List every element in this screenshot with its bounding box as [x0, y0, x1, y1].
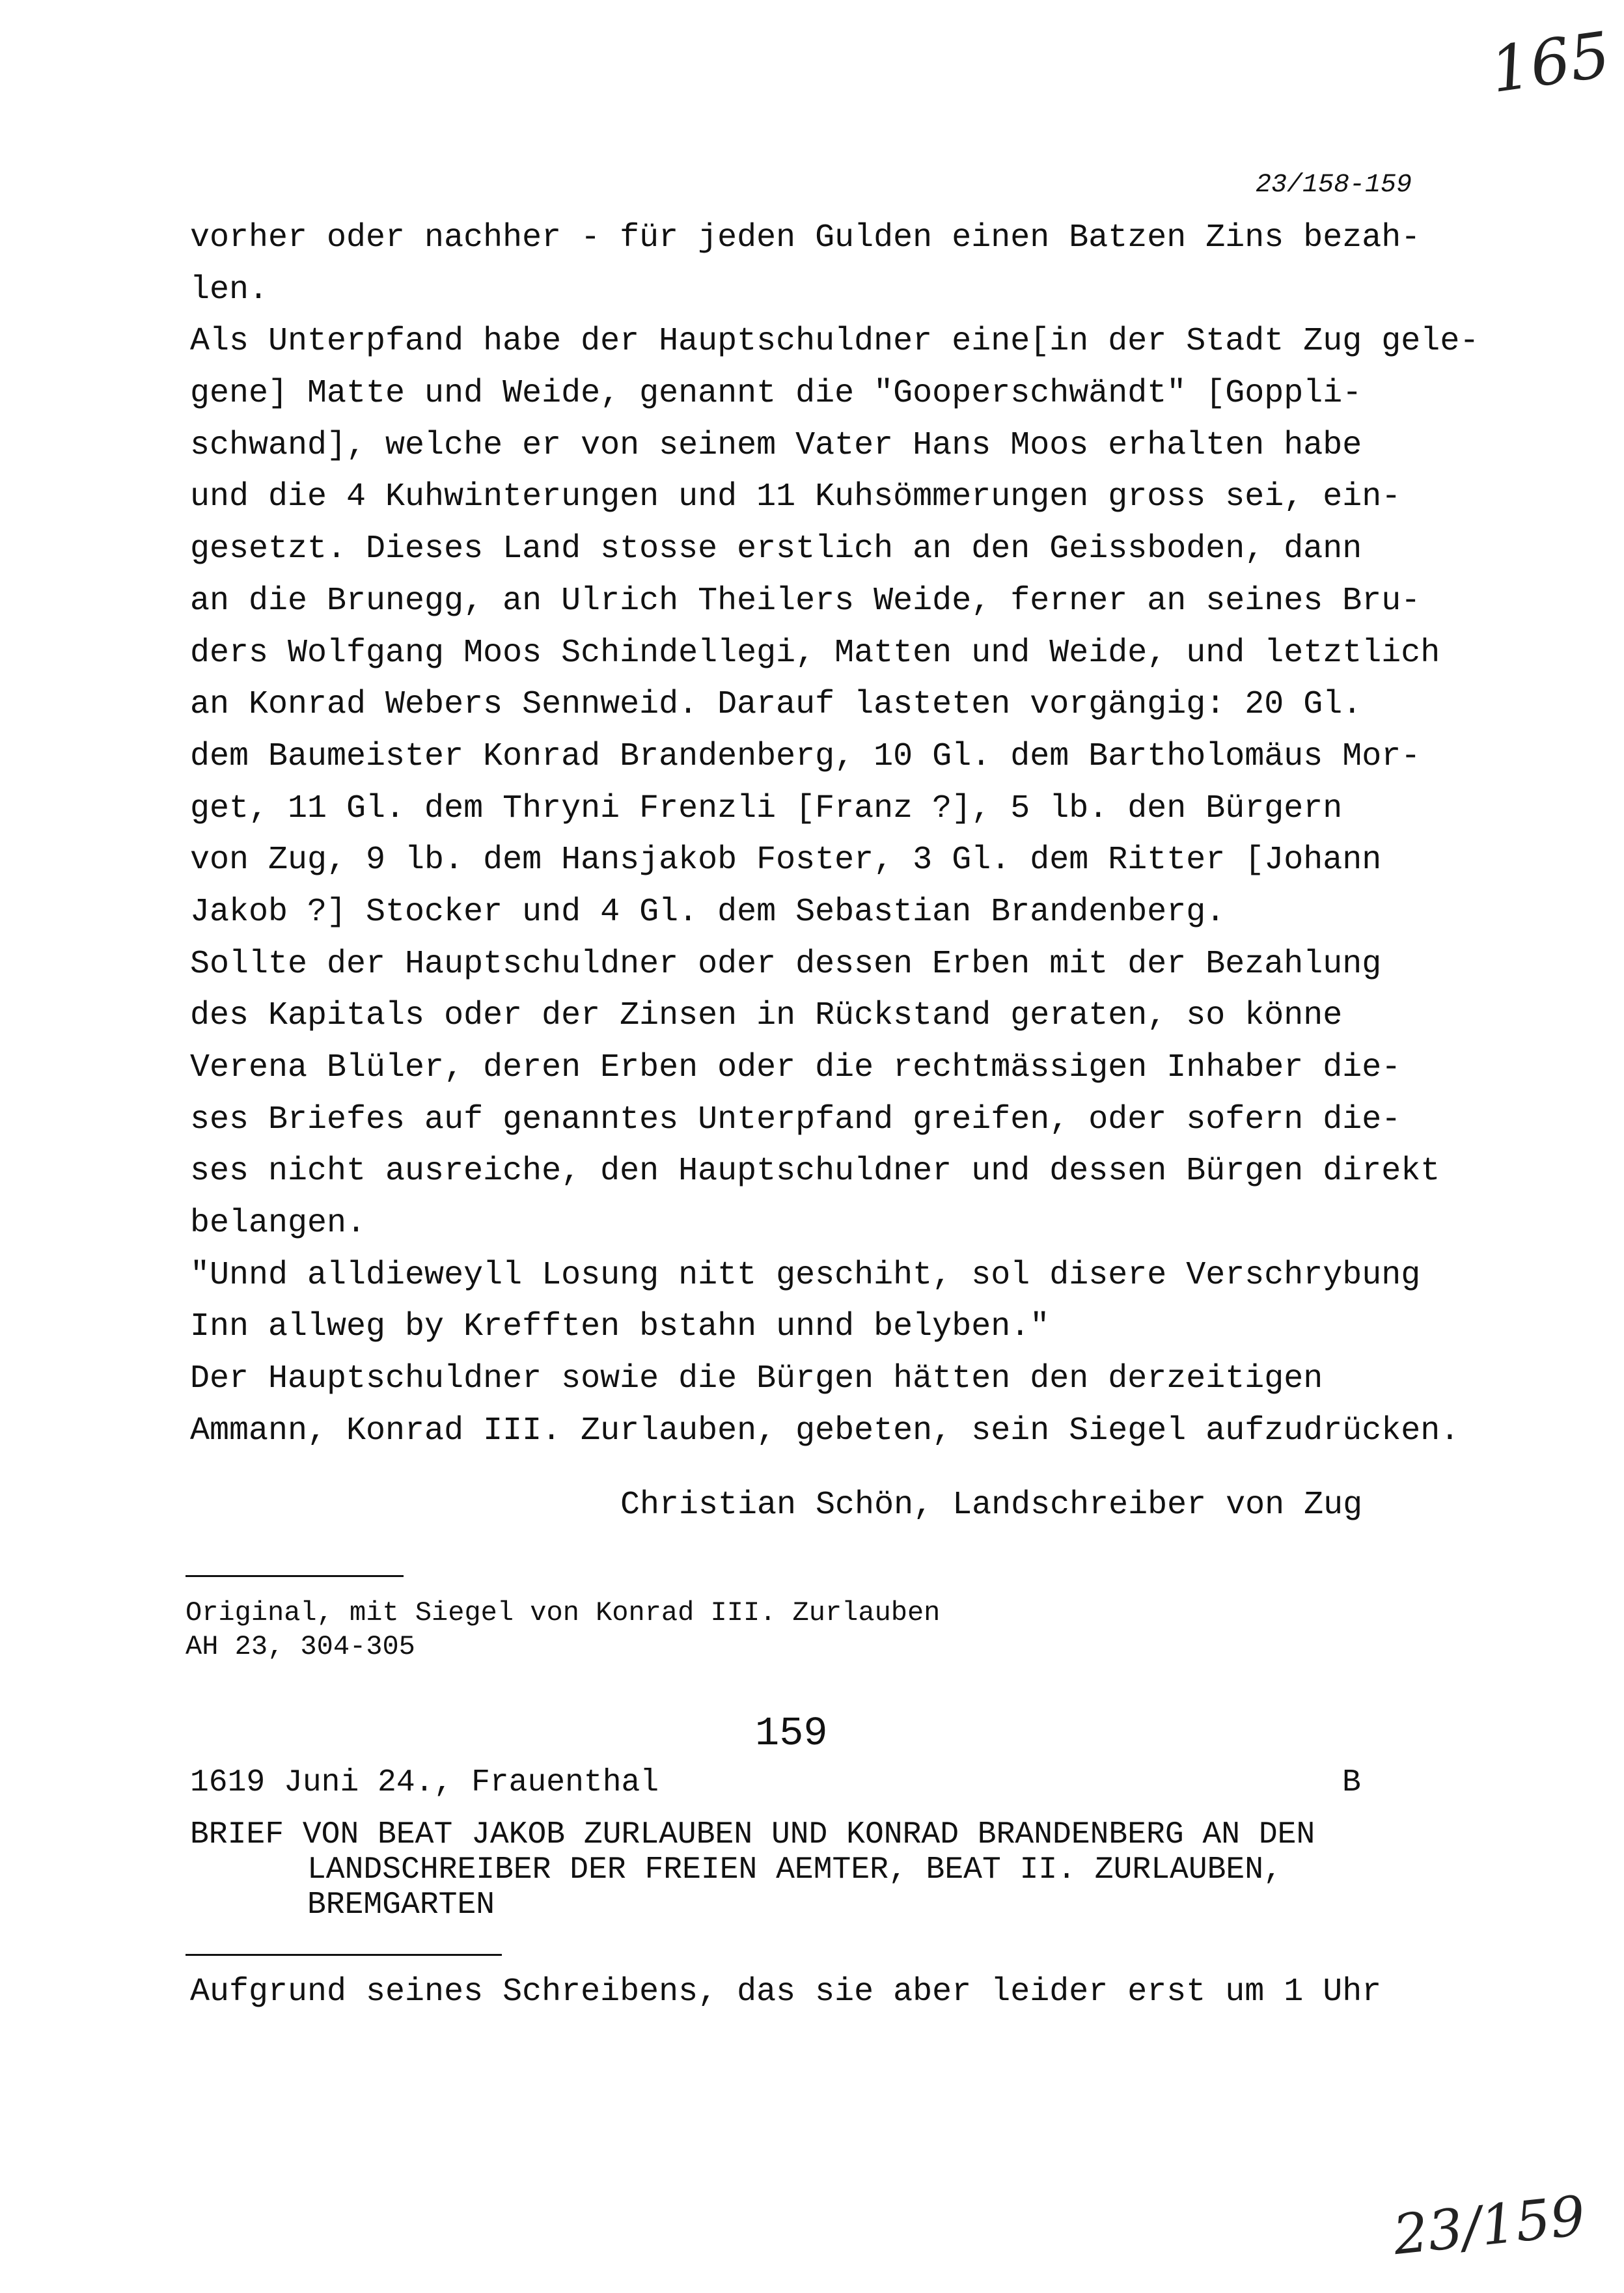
- body-line: des Kapitals oder der Zinsen in Rückstand geraten, so könne: [190, 997, 1343, 1035]
- footnote-line: Original, mit Siegel von Konrad III. Zurlauben: [186, 1597, 941, 1628]
- heading-line: BREMGARTEN: [307, 1888, 495, 1923]
- handwritten-bottom-reference: 23/159: [1390, 2183, 1588, 2268]
- body-line: Inn allweg by Krefften bstahn unnd belyben.": [190, 1308, 1050, 1346]
- reference-number: 23/158-159: [1255, 171, 1412, 200]
- heading-line: BRIEF VON BEAT JAKOB ZURLAUBEN UND KONRAD BRANDENBERG AN DEN: [190, 1817, 1315, 1852]
- body-line: schwand], welche er von seinem Vater Hans Moos erhalten habe: [190, 426, 1362, 464]
- body-text: [190, 212, 1479, 1457]
- body-line: ses Briefes auf genanntes Unterpfand greifen, oder sofern die-: [190, 1101, 1401, 1138]
- signature: Christian Schön, Landschreiber von Zug: [620, 1487, 1363, 1524]
- body-line: Aufgrund seines Schreibens, das sie aber leider erst um 1 Uhr: [190, 1973, 1382, 2011]
- body-line: belangen.: [190, 1205, 366, 1243]
- body-line: get, 11 Gl. dem Thryni Frenzli [Franz ?], 5 lb. den Bürgern: [190, 790, 1343, 827]
- document-type: B: [1342, 1765, 1361, 1800]
- body-line: Der Hauptschuldner sowie die Bürgen hätten den derzeitigen: [190, 1360, 1323, 1398]
- footnotes: [186, 1596, 940, 1664]
- body-line: an die Brunegg, an Ulrich Theilers Weide, ferner an seines Bru-: [190, 582, 1421, 620]
- body-line: dem Baumeister Konrad Brandenberg, 10 Gl. dem Bartholomäus Mor-: [190, 737, 1421, 775]
- body-line: Sollte der Hauptschuldner oder dessen Erben mit der Bezahlung: [190, 945, 1382, 983]
- body-line: gene] Matte und Weide, genannt die "Gooperschwändt" [Goppli-: [190, 375, 1362, 413]
- footnote-divider: [186, 1575, 404, 1577]
- body-line: len.: [190, 271, 269, 309]
- body-line: Ammann, Konrad III. Zurlauben, gebeten, sein Siegel aufzudrücken.: [190, 1412, 1460, 1449]
- body-line: "Unnd alldieweyll Losung nitt geschiht, sol disere Verschrybung: [190, 1256, 1421, 1294]
- body-line: ders Wolfgang Moos Schindellegi, Matten und Weide, und letztlich: [190, 634, 1440, 672]
- document-number: 159: [755, 1710, 828, 1757]
- body-line: gesetzt. Dieses Land stosse erstlich an den Geissboden, dann: [190, 530, 1362, 568]
- body-line: ses nicht ausreiche, den Hauptschuldner und dessen Bürgen direkt: [190, 1153, 1440, 1190]
- body-line: vorher oder nachher - für jeden Gulden einen Batzen Zins bezah-: [190, 219, 1421, 256]
- body-line: an Konrad Webers Sennweid. Darauf lasteten vorgängig: 20 Gl.: [190, 686, 1362, 724]
- document-heading: [190, 1817, 1315, 1923]
- footnote-line: AH 23, 304-305: [186, 1631, 415, 1662]
- body-line: Als Unterpfand habe der Hauptschuldner eine[in der Stadt Zug gele-: [190, 323, 1479, 361]
- body-line: und die 4 Kuhwinterungen und 11 Kuhsömmerungen gross sei, ein-: [190, 478, 1401, 516]
- heading-divider: [186, 1954, 502, 1956]
- heading-line: LANDSCHREIBER DER FREIEN AEMTER, BEAT II. ZURLAUBEN,: [307, 1852, 1282, 1888]
- handwritten-folio-number: 165: [1486, 18, 1615, 107]
- body-line: Verena Blüler, deren Erben oder die rechtmässigen Inhaber die-: [190, 1049, 1401, 1086]
- body-line: Jakob ?] Stocker und 4 Gl. dem Sebastian Brandenberg.: [190, 893, 1226, 931]
- body-line: von Zug, 9 lb. dem Hansjakob Foster, 3 Gl. dem Ritter [Johann: [190, 842, 1382, 879]
- date-place: 1619 Juni 24., Frauenthal: [190, 1765, 659, 1800]
